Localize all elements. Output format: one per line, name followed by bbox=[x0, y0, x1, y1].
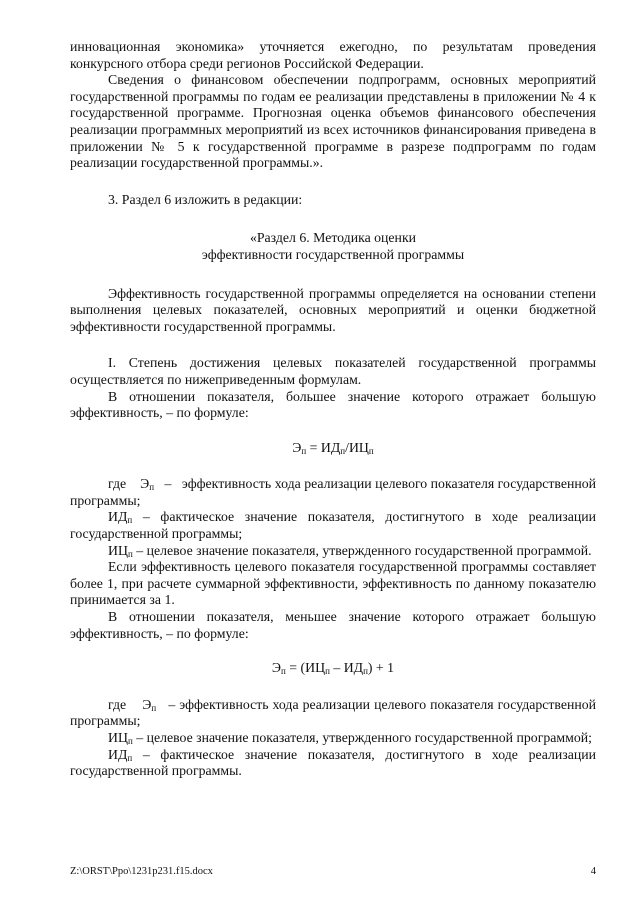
definition-target-value-1: $ИЦ_п$ – целевое значение показателя, утвержденного государственной программой. bbox=[108, 542, 592, 559]
page-footer bbox=[70, 866, 596, 877]
definition-efficiency-2: где $Э_п$ – эффективность хода реализации целевого показателя государственной программы; bbox=[70, 696, 597, 729]
paragraph-5: I. Степень достижения целевых показателей государственной программы осуществляется по нижеприведенным формулам. bbox=[70, 355, 596, 387]
paragraph-11: В отношении показателя, меньшее значение которого отражает большую эффективность, – по формуле: bbox=[70, 609, 596, 641]
paragraph-2: Сведения о финансовом обеспечении подпрограмм, основных мероприятий государственной программы по годам ее реализации представлены в приложении № 4 к государственной программе. Прогнозная оценка объемов финансового обеспечения реализации программных мероприятий из всех источников финансирования приведена в приложении № 5 к государственной программе в разрезе подпрограмм по годам реализации государственной программы.». bbox=[70, 72, 596, 171]
paragraph-10: Если эффективность целевого показателя государственной программы составляет более 1, при расчете суммарной эффективности, эффективность по данному показателю принимается за 1. bbox=[70, 559, 596, 608]
formula-1: $Э_п = ИД_п/ИЦ_п$ bbox=[292, 439, 374, 456]
definition-target-value-2: $ИЦ_п$ – целевое значение показателя, утвержденного государственной программой; bbox=[108, 730, 592, 746]
page-number: 4 bbox=[590, 866, 596, 877]
paragraph-3: 3. Раздел 6 изложить в редакции: bbox=[108, 191, 303, 207]
file-path: Z:\ORST\Ppo\1231p231.f15.docx bbox=[70, 866, 213, 877]
definition-efficiency-1: где $Э_п$ – эффективность хода реализации целевого показателя государственной программы; bbox=[70, 476, 596, 508]
formula-2: $Э_п = (ИЦ_п - ИД_п) + 1$ bbox=[271, 660, 395, 677]
paragraph-6: В отношении показателя, большее значение которого отражает большую эффективность, – по формуле: bbox=[70, 388, 596, 421]
document-body bbox=[70, 39, 596, 780]
section-heading-line-2: эффективности государственной программы bbox=[201, 246, 465, 262]
section-heading-line-1: «Раздел 6. Методика оценки bbox=[249, 230, 417, 246]
definition-actual-value-2: $ИД_п$ – фактическое значение показателя, достигнутого в ходе реализации государственной программы. bbox=[70, 746, 596, 779]
paragraph-4: Эффективность государственной программы определяется на основании степени выполнения целевых показателей, основных мероприятий и оценки бюджетной эффективности государственной программы. bbox=[70, 285, 596, 334]
paragraph-1: инновационная экономика» уточняется ежегодно, по результатам проведения конкурсного отбора среди регионов Российской Федерации. bbox=[70, 39, 596, 71]
definition-actual-value-1: $ИД_п$ – фактическое значение показателя, достигнутого в ходе реализации государственной программы; bbox=[70, 509, 596, 542]
